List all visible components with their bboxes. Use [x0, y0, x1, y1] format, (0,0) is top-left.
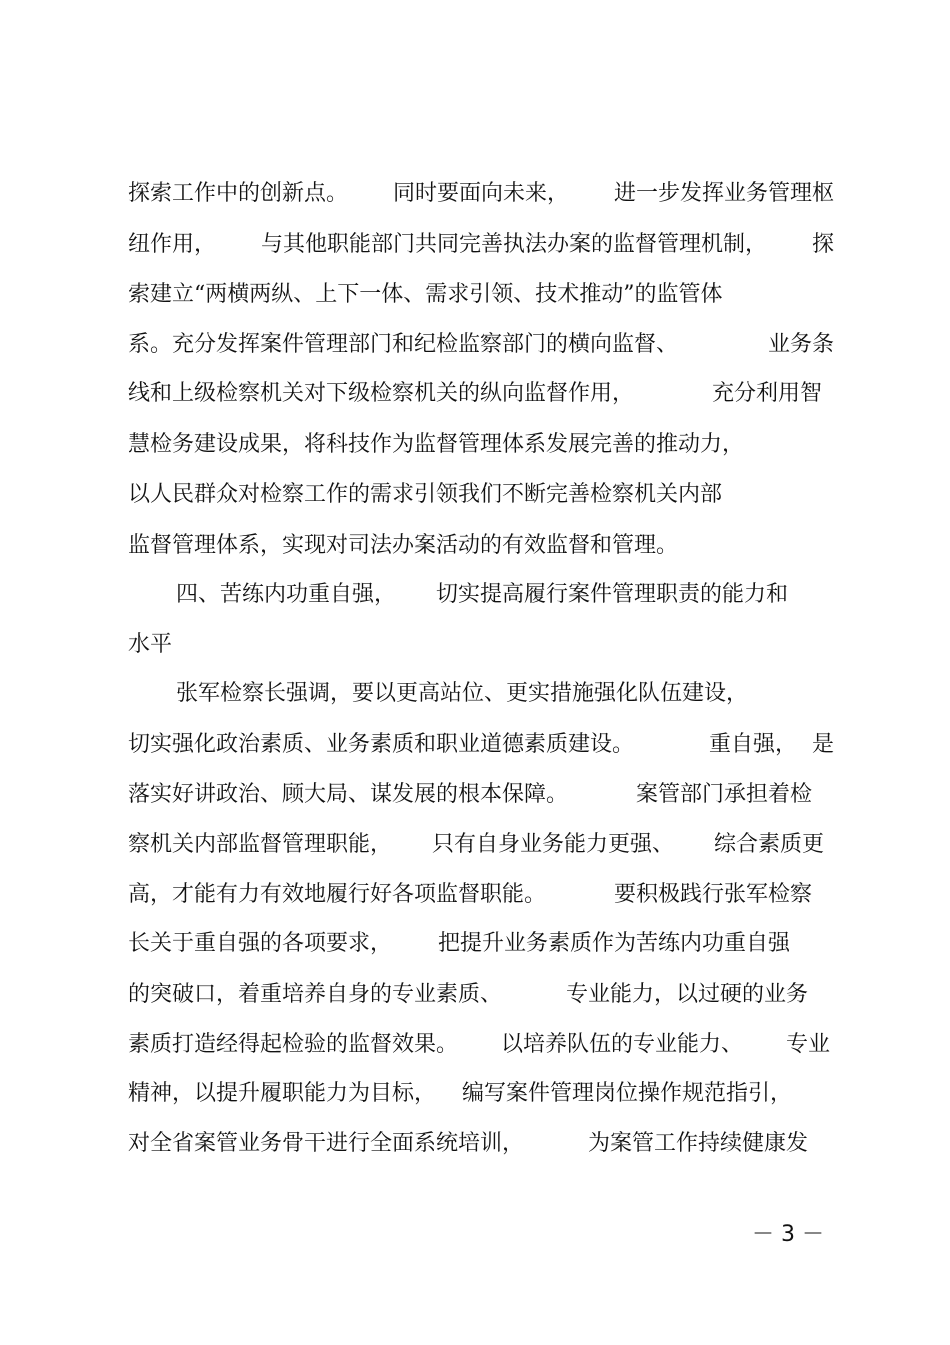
- text-line: 切实强化政治素质、业务素质和职业道德素质建设。 重自强， 是: [128, 732, 834, 757]
- section-heading: 四、苦练内功重自强， 切实提高履行案件管理职责的能力和: [176, 582, 788, 607]
- text-line: 以人民群众对检察工作的需求引领我们不断完善检察机关内部: [128, 482, 723, 507]
- text-line: 对全省案管业务骨干进行全面系统培训， 为案管工作持续健康发: [128, 1131, 808, 1156]
- text-line: 探索工作中的创新点。 同时要面向未来， 进一步发挥业务管理枢: [128, 181, 834, 206]
- text-line: 察机关内部监督管理职能， 只有自身业务能力更强、 综合素质更: [128, 832, 824, 857]
- text-line: 张军检察长强调，要以更高站位、更实措施强化队伍建设，: [176, 681, 749, 706]
- text-line: 高，才能有力有效地履行好各项监督职能。 要积极践行张军检察: [128, 882, 812, 907]
- section-heading-continued: 水平: [128, 632, 173, 657]
- text-line: 纽作用， 与其他职能部门共同完善执法办案的监督管理机制， 探: [128, 232, 834, 257]
- text-line: 素质打造经得起检验的监督效果。 以培养队伍的专业能力、 专业: [128, 1032, 830, 1057]
- text-line: 监督管理体系，实现对司法办案活动的有效监督和管理。: [128, 533, 679, 558]
- text-line: 慧检务建设成果，将科技作为监督管理体系发展完善的推动力，: [128, 432, 745, 457]
- text-line: 的突破口，着重培养自身的专业素质、 专业能力，以过硬的业务: [128, 982, 808, 1007]
- text-line: 线和上级检察机关对下级检察机关的纵向监督作用， 充分利用智: [128, 381, 822, 406]
- text-line: 系。充分发挥案件管理部门和纪检监察部门的横向监督、 业务条: [128, 332, 834, 357]
- text-line: 索建立“两横两纵、上下一体、需求引领、技术推动”的监管体: [128, 282, 723, 307]
- text-line: 落实好讲政治、顾大局、谋发展的根本保障。 案管部门承担着检: [128, 782, 812, 807]
- text-line: 精神，以提升履职能力为目标， 编写案件管理岗位操作规范指引，: [128, 1081, 792, 1106]
- text-line: 长关于重自强的各项要求， 把提升业务素质作为苦练内功重自强: [128, 931, 790, 956]
- page-number: － 3 －: [752, 1222, 824, 1247]
